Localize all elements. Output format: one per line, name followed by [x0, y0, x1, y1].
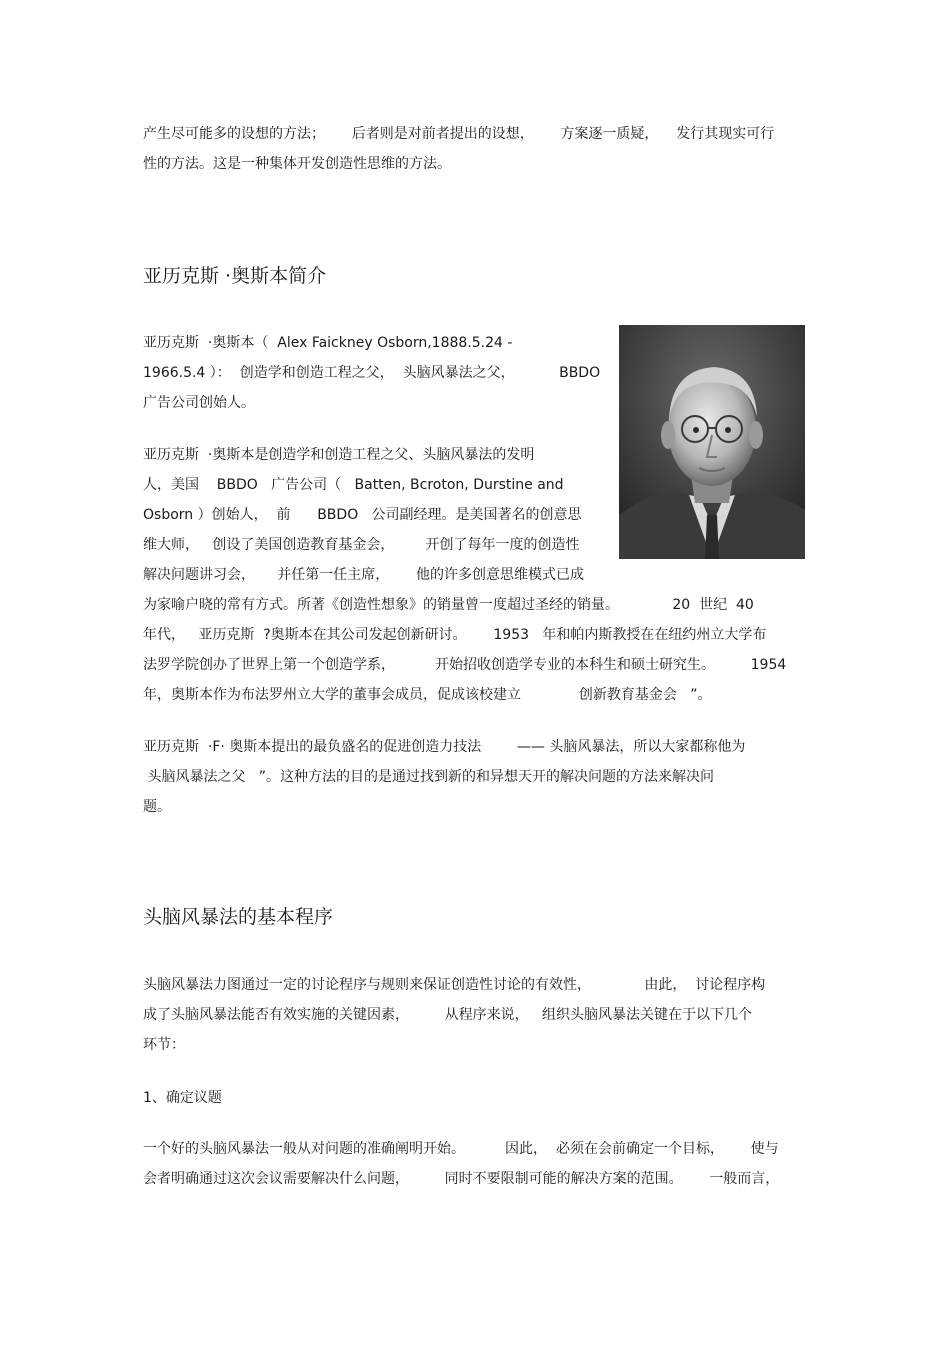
- intro-line-2: 性的方法。这是一种集体开发创造性思维的方法。: [143, 156, 451, 172]
- bio-para2-line-3: Osborn ）创始人， 前 BBDO 公司副经理。是美国著名的创意思: [143, 507, 582, 523]
- bio-para1-line-3: 广告公司创始人。: [143, 395, 255, 411]
- bio-para3-line-2: 头脑风暴法之父 ”。这种方法的目的是通过找到新的和异想天开的解决问题的方法来解决问: [143, 769, 715, 785]
- bio-para1-line-2: 1966.5.4 ）： 创造学和创造工程之父， 头脑风暴法之父， BBDO: [143, 365, 601, 381]
- intro-line-1: 产生尽可能多的设想的方法； 后者则是对前者提出的设想， 方案逐一质疑， 发行其现实可行: [143, 126, 775, 142]
- section-heading-brainstorm-procedure: 头脑风暴法的基本程序: [143, 906, 334, 928]
- bio-para2-line-7: 年代， 亚历克斯 ?奥斯本在其公司发起创新研讨。 1953 年和帕内斯教授在在纽约州立大学布: [143, 627, 767, 643]
- procedure-para2-line-1: 一个好的头脑风暴法一般从对问题的准确阐明开始。 因此， 必须在会前确定一个目标， 使与: [143, 1141, 779, 1157]
- step-1-heading: 1、确定议题: [143, 1090, 222, 1106]
- bio-para2-line-5: 解决问题讲习会， 并任第一任主席， 他的许多创意思维模式已成: [143, 567, 584, 583]
- portrait-illustration: [619, 325, 805, 559]
- bio-para2-line-1: 亚历克斯 ·奥斯本是创造学和创造工程之父、头脑风暴法的发明: [143, 447, 535, 463]
- bio-para3-line-3: 题。: [143, 799, 171, 815]
- bio-para2-line-6: 为家喻户晓的常有方式。所著《创造性想象》的销量曾一度超过圣经的销量。 20 世纪 40: [143, 597, 754, 613]
- bio-para2-line-9: 年，奥斯本作为布法罗州立大学的董事会成员，促成该校建立 创新教育基金会 ”。: [143, 687, 712, 703]
- procedure-para2-line-2: 会者明确通过这次会议需要解决什么问题， 同时不要限制可能的解决方案的范围。 一般而言，: [143, 1171, 780, 1187]
- bio-para2-line-4: 维大师， 创设了美国创造教育基金会， 开创了每年一度的创造性: [143, 537, 580, 553]
- bio-para2-line-2: 人，美国 BBDO 广告公司（ Batten, Bcroton, Durstine and: [143, 477, 564, 493]
- procedure-para1-line-2: 成了头脑风暴法能否有效实施的关键因素， 从程序来说， 组织头脑风暴法关键在于以下几个: [143, 1007, 752, 1023]
- bio-para1-line-1: 亚历克斯 ·奥斯本（ Alex Faickney Osborn,1888.5.24 -: [143, 335, 513, 351]
- section-heading-osborn: 亚历克斯 ·奥斯本简介: [143, 265, 327, 287]
- procedure-para1-line-3: 环节：: [143, 1037, 185, 1053]
- bio-para3-line-1: 亚历克斯 ·F· 奥斯本提出的最负盛名的促进创造力技法 —— 头脑风暴法，所以大家都称他为: [143, 739, 746, 755]
- procedure-para1-line-1: 头脑风暴法力图通过一定的讨论程序与规则来保证创造性讨论的有效性， 由此， 讨论程序构: [143, 977, 766, 993]
- osborn-portrait-photo: [619, 325, 805, 559]
- bio-para2-line-8: 法罗学院创办了世界上第一个创造学系， 开始招收创造学专业的本科生和硕士研究生。 1954: [143, 657, 787, 673]
